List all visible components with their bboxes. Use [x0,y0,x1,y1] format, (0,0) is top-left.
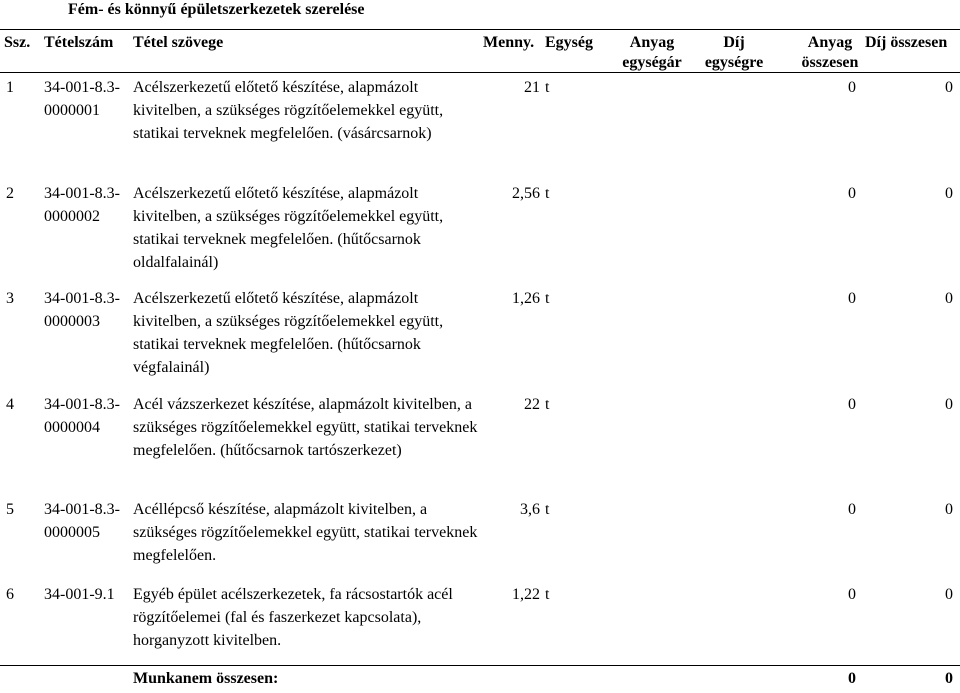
row-tetel-szovege: Acél vázszerkezet készítése, alapmázolt kivitelben, a szükséges rögzítőelemekkel együtt, statikai terveknek megfelelően. (hűtőcsarnok tartószerkezet) [133,396,478,459]
header-tetelszam: Tételszám [44,34,114,51]
row-tetelszam: 0000004 [44,419,100,436]
row-tetelszam: 0000003 [44,313,100,330]
header-egyseg: Egység [545,34,593,51]
row-tetelszam: 34-001-8.3- [44,79,120,96]
header-tetel-szovege: Tétel szövege [133,34,224,51]
row-dij-osszesen: 0 [945,290,953,307]
header-top-rule [0,29,960,30]
header-bottom-rule [0,72,960,73]
row-anyag-osszesen: 0 [848,501,856,518]
total-label: Munkanem összesen: [133,670,279,687]
header-anyag-osszesen: Anyag összesen [801,34,859,71]
row-ssz: 1 [6,79,14,96]
row-tetelszam: 0000002 [44,208,100,225]
row-tetelszam: 0000001 [44,102,100,119]
row-tetel-szovege: Egyéb épület acélszerkezetek, fa rácsostartók acél rögzítőelemei (fal és faszerkezet kapcsolata), horganyzott kivitelben. [133,586,453,649]
row-menny: 1,22 [512,586,540,603]
header-anyag-egysegar: Anyag egységár [622,34,682,71]
row-tetelszam: 34-001-8.3- [44,396,120,413]
row-egyseg: t [545,79,550,96]
row-anyag-osszesen: 0 [848,290,856,307]
row-tetel-szovege: Acélszerkezetű előtető készítése, alapmázolt kivitelben, a szükséges rögzítőelemekkel együtt, statikai terveknek megfelelően. (hűtőcsarnok végfalainál) [133,290,444,376]
row-anyag-osszesen: 0 [848,586,856,603]
row-egyseg: t [545,290,550,307]
row-dij-osszesen: 0 [945,185,953,202]
row-anyag-osszesen: 0 [848,396,856,413]
total-anyag: 0 [848,670,856,687]
row-tetelszam: 34-001-8.3- [44,290,120,307]
total-dij: 0 [945,670,953,687]
row-ssz: 6 [6,586,14,603]
row-anyag-osszesen: 0 [848,79,856,96]
row-egyseg: t [545,586,550,603]
row-anyag-osszesen: 0 [848,185,856,202]
page-title: Fém- és könnyű épületszerkezetek szerelése [68,1,365,18]
row-tetel-szovege: Acélszerkezetű előtető készítése, alapmázolt kivitelben, a szükséges rögzítőelemekkel együtt, statikai terveknek megfelelően. (hűtőcsarnok oldalfalainál) [133,185,444,271]
header-ssz: Ssz. [4,34,31,51]
row-tetelszam: 34-001-8.3- [44,185,120,202]
row-egyseg: t [545,396,550,413]
row-tetel-szovege: Acéllépcső készítése, alapmázolt kivitelben, a szükséges rögzítőelemekkel együtt, statikai terveknek megfelelően. [133,501,478,564]
header-dij-osszesen: Díj összesen [865,34,948,51]
row-tetelszam: 34-001-9.1 [44,586,115,603]
row-egyseg: t [545,501,550,518]
row-menny: 1,26 [512,290,540,307]
row-ssz: 3 [6,290,14,307]
row-ssz: 5 [6,501,14,518]
row-dij-osszesen: 0 [945,501,953,518]
row-dij-osszesen: 0 [945,79,953,96]
row-tetel-szovege: Acélszerkezetű előtető készítése, alapmázolt kivitelben, a szükséges rögzítőelemekkel együtt, statikai terveknek megfelelően. (vásárcsarnok) [133,79,444,142]
header-menny: Menny. [483,34,535,51]
row-menny: 22 [524,396,540,413]
row-dij-osszesen: 0 [945,396,953,413]
row-menny: 2,56 [512,185,540,202]
row-menny: 3,6 [520,501,540,518]
row-ssz: 4 [6,396,14,413]
row-tetelszam: 34-001-8.3- [44,501,120,518]
row-ssz: 2 [6,185,14,202]
row-menny: 21 [524,79,540,96]
total-top-rule [0,665,960,666]
row-dij-osszesen: 0 [945,586,953,603]
row-tetelszam: 0000005 [44,524,100,541]
row-egyseg: t [545,185,550,202]
header-dij-egysegre: Díj egységre [704,34,764,71]
